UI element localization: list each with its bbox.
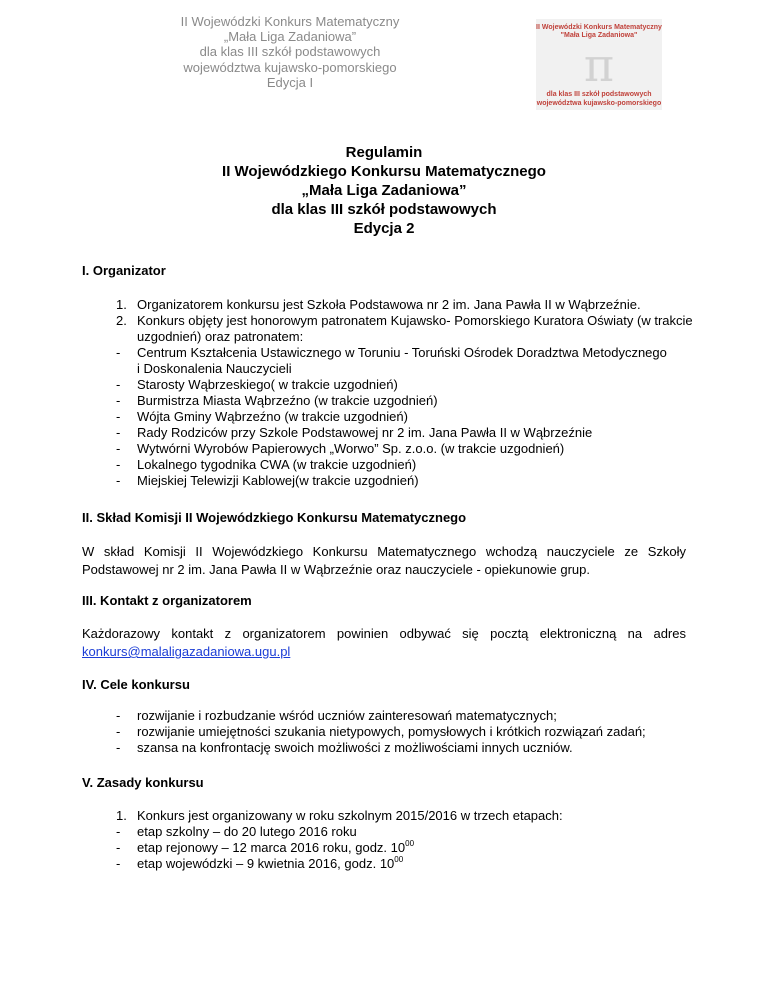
- logo-line: województwa kujawsko-pomorskiego: [536, 100, 662, 107]
- list-item: etap wojewódzki – 9 kwietnia 2016, godz. $10^{00}$: [137, 855, 404, 871]
- list-item: etap szkolny – do 20 lutego 2016 roku: [137, 824, 357, 839]
- logo-line: "Mała Liga Zadaniowa": [560, 32, 638, 39]
- header-line: dla klas III szkół podstawowych: [199, 44, 381, 60]
- list-marker: -: [116, 740, 121, 755]
- list-item: Miejskiej Telewizji Kablowej(w trakcie uzgodnień): [137, 473, 419, 488]
- list-marker: -: [116, 409, 121, 424]
- contest-logo: [536, 19, 662, 110]
- contact-email-link[interactable]: konkurs@malaligazadaniowa.ugu.pl: [82, 644, 291, 659]
- section-heading-rules: V. Zasady konkursu: [82, 775, 204, 790]
- list-marker: -: [116, 856, 121, 871]
- list-marker: 1.: [116, 297, 127, 312]
- list-marker: -: [116, 377, 121, 392]
- list-item: Konkurs objęty jest honorowym patronatem Kujawsko- Pomorskiego Kuratora Oświaty (w trakcie: [137, 313, 693, 328]
- header-line: Edycja I: [266, 74, 314, 90]
- list-marker: -: [116, 724, 121, 739]
- contact-paragraph: [82, 625, 686, 661]
- list-marker: -: [116, 457, 121, 472]
- section-heading-goals: IV. Cele konkursu: [82, 677, 190, 692]
- paragraph-line: Podstawowej nr 2 im. Jana Pawła II w Wąbrzeźnie oraz nauczyciele - opiekunowie grup.: [82, 562, 590, 577]
- list-item: Organizatorem konkursu jest Szkoła Podstawowa nr 2 im. Jana Pawła II w Wąbrzeźnie.: [137, 297, 641, 312]
- list-item: Konkurs jest organizowany w roku szkolnym 2015/2016 w trzech etapach:: [137, 808, 563, 823]
- list-item: Burmistrza Miasta Wąbrzeźno (w trakcie uzgodnień): [137, 393, 438, 408]
- time-superscript: 00: [405, 839, 415, 848]
- pi-icon: π: [583, 38, 615, 92]
- list-marker: -: [116, 824, 121, 839]
- list-marker: -: [116, 441, 121, 456]
- committee-paragraph: [82, 543, 686, 579]
- header-line: II Wojewódzki Konkurs Matematyczny: [180, 14, 400, 29]
- list-item: i Doskonalenia Nauczycieli: [137, 361, 292, 376]
- list-marker: 2.: [116, 313, 127, 328]
- list-item: Centrum Kształcenia Ustawicznego w Toruniu - Toruński Ośrodek Doradztwa Metodycznego: [137, 345, 667, 360]
- header-line: województwa kujawsko-pomorskiego: [183, 59, 397, 75]
- list-marker: -: [116, 345, 121, 360]
- document-title: [0, 143, 768, 238]
- paragraph-line: Każdorazowy kontakt z organizatorem powinien odbywać się pocztą elektroniczną na adres: [82, 626, 686, 641]
- list-marker: -: [116, 708, 121, 723]
- list-item: Starosty Wąbrzeskiego( w trakcie uzgodnień): [137, 377, 398, 392]
- list-item: rozwijanie i rozbudzanie wśród uczniów zainteresowań matematycznych;: [137, 708, 557, 723]
- list-item: Wójta Gminy Wąbrzeźno (w trakcie uzgodnień): [137, 409, 408, 424]
- list-marker: 1.: [116, 808, 127, 823]
- paragraph-line: W skład Komisji II Wojewódzkiego Konkursu Matematycznego wchodzą nauczyciele ze Szkoły: [82, 544, 686, 559]
- section-heading-contact: III. Kontakt z organizatorem: [82, 593, 252, 608]
- document-header: [150, 14, 430, 90]
- list-marker: -: [116, 473, 121, 488]
- list-item: szansa na konfrontację swoich możliwości z możliwościami innych uczniów.: [137, 740, 573, 755]
- list-item: Wytwórni Wyrobów Papierowych „Worwo” Sp. z.o.o. (w trakcie uzgodnień): [137, 441, 565, 456]
- title-line: Regulamin: [345, 144, 423, 161]
- section-heading-organizer: I. Organizator: [82, 263, 166, 278]
- list-item: etap rejonowy – 12 marca 2016 roku, godz. $10^{00}$: [137, 839, 415, 855]
- logo-line: dla klas III szkół podstawowych: [546, 91, 652, 98]
- time-superscript: 00: [394, 855, 404, 864]
- list-marker: -: [116, 425, 121, 440]
- list-item: Rady Rodziców przy Szkole Podstawowej nr 2 im. Jana Pawła II w Wąbrzeźnie: [137, 425, 593, 440]
- list-item: Lokalnego tygodnika CWA (w trakcie uzgodnień): [137, 457, 417, 472]
- title-line: „Mała Liga Zadaniowa”: [301, 182, 467, 199]
- list-item: rozwijanie umiejętności szukania nietypowych, pomysłowych i krótkich rozwiązań zadań;: [137, 724, 646, 739]
- list-item: uzgodnień) oraz patronatem:: [137, 329, 304, 344]
- list-marker: -: [116, 393, 121, 408]
- section-heading-committee: II. Skład Komisji II Wojewódzkiego Konkursu Matematycznego: [82, 510, 467, 525]
- logo-line: II Wojewódzki Konkurs Matematyczny: [536, 24, 662, 31]
- list-marker: -: [116, 840, 121, 855]
- title-line: II Wojewódzkiego Konkursu Matematycznego: [222, 163, 546, 180]
- title-line: Edycja 2: [353, 220, 415, 237]
- title-line: dla klas III szkół podstawowych: [271, 201, 497, 218]
- header-line: „Mała Liga Zadaniowa”: [223, 29, 357, 45]
